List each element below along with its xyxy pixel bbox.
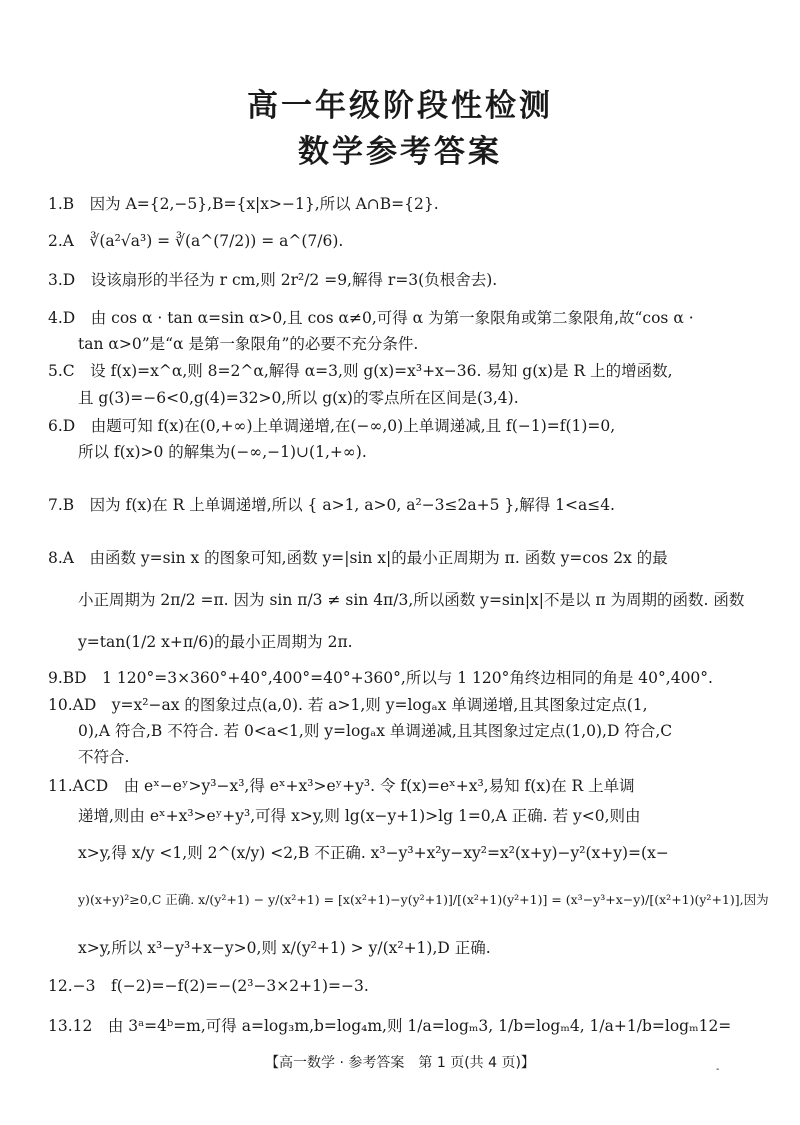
answer-line: 1.B 因为 A={2,−5},B={x|x>−1},所以 A∩B={2}. (48, 195, 439, 213)
answer-line: 8.A 由函数 y=sin x 的图象可知,函数 y=|sin x|的最小正周期为 π. 函数 y=cos 2x 的最 (48, 549, 668, 567)
answer-line: y=tan(1/2 x+π/6)的最小正周期为 2π. (78, 633, 353, 651)
page-subtitle: 数学参考答案 (298, 134, 502, 170)
page-footer: 【高一数学 · 参考答案 第 1 页(共 4 页)】 (265, 1055, 535, 1071)
answer-line: 递增,则由 eˣ+x³>eʸ+y³,可得 x>y,则 lg(x−y+1)>lg 1=0,A 正确. 若 y<0,则由 (78, 807, 641, 825)
answer-line: 13.12 由 3ᵃ=4ᵇ=m,可得 a=log₃m,b=log₄m,则 1/a=logₘ3, 1/b=logₘ4, 1/a+1/b=logₘ12= (48, 1017, 732, 1035)
corner-mark: - (716, 1064, 720, 1075)
answer-line: 10.AD y=x²−ax 的图象过点(a,0). 若 a>1,则 y=logₐx 单调递增,且其图象过定点(1, (48, 696, 648, 714)
answer-line: x>y,得 x/y <1,则 2^(x/y) <2,B 不正确. x³−y³+x²y−xy²=x²(x+y)−y²(x+y)=(x− (78, 844, 669, 862)
answer-line: 7.B 因为 f(x)在 R 上单调递增,所以 { a>1, a>0, a²−3≤2a+5 },解得 1<a≤4. (48, 496, 615, 514)
answer-line: 不符合. (78, 748, 130, 766)
answer-line: x>y,所以 x³−y³+x−y>0,则 x/(y²+1) > y/(x²+1),D 正确. (78, 939, 491, 957)
answer-line: 3.D 设该扇形的半径为 r cm,则 2r²/2 =9,解得 r=3(负根舍去). (48, 271, 498, 289)
answer-line: 5.C 设 f(x)=x^α,则 8=2^α,解得 α=3,则 g(x)=x³+x−36. 易知 g(x)是 R 上的增函数, (48, 362, 673, 380)
answer-line: tan α>0”是“α 是第一象限角”的必要不充分条件. (78, 335, 419, 353)
answer-line: 12.−3 f(−2)=−f(2)=−(2³−3×2+1)=−3. (48, 977, 369, 995)
answer-line: 且 g(3)=−6<0,g(4)=32>0,所以 g(x)的零点所在区间是(3,4). (78, 389, 519, 407)
page-title: 高一年级阶段性检测 (247, 88, 553, 124)
answer-line: 6.D 由题可知 f(x)在(0,+∞)上单调递增,在(−∞,0)上单调递减,且 f(−1)=f(1)=0, (48, 417, 616, 435)
answer-line: 4.D 由 cos α · tan α=sin α>0,且 cos α≠0,可得 α 为第一象限角或第二象限角,故“cos α · (48, 309, 694, 327)
answer-line: 11.ACD 由 eˣ−eʸ>y³−x³,得 eˣ+x³>eʸ+y³. 令 f(x)=eˣ+x³,易知 f(x)在 R 上单调 (48, 777, 635, 795)
answer-line: 9.BD 1 120°=3×360°+40°,400°=40°+360°,所以与 1 120°角终边相同的角是 40°,400°. (48, 669, 713, 687)
answer-line: 2.A ∛(a²√a³) = ∛(a^(7/2)) = a^(7/6). (48, 232, 344, 250)
answer-line: 0),A 符合,B 不符合. 若 0<a<1,则 y=logₐx 单调递减,且其图象过定点(1,0),D 符合,C (78, 722, 673, 740)
answer-line: 所以 f(x)>0 的解集为(−∞,−1)∪(1,+∞). (78, 443, 367, 461)
answer-line: 小正周期为 2π/2 =π. 因为 sin π/3 ≠ sin 4π/3,所以函数 y=sin|x|不是以 π 为周期的函数. 函数 (78, 591, 745, 609)
answer-line: y)(x+y)²≥0,C 正确. x/(y²+1) − y/(x²+1) = [x(x²+1)−y(y²+1)]/[(x²+1)(y²+1)] = (x³−y³+x−y)/[(x²+1)(y²+1)],因为 (78, 892, 769, 907)
